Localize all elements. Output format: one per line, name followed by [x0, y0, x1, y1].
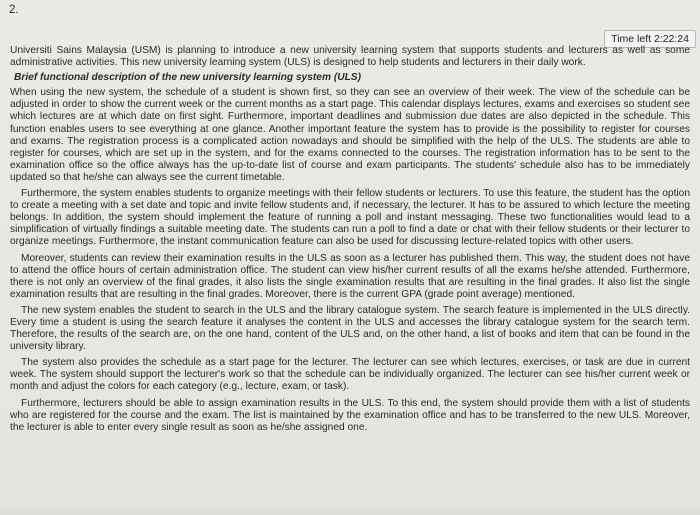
paragraph-meetings: Furthermore, the system enables students to organize meetings with their fellow students or lecturers. To use this feature, the student has the option to create a meeting with a set date and topic and invite fellow students and, if necessary, the lecturer. It has to be assured to which lecture the meeting belongs. In addition, the system should implement the feature of running a poll and instant messaging. These two functionalities would lead to a simplification of virtually findings a suitable meeting date. The students can run a poll to find a date or chat with their fellow students or their lecturer to organize meetings. Furthermore, the instant communication feature can also be used for discussing lecture-related topics with other users.	[10, 188, 690, 248]
time-left-indicator: Time left 2:22:24	[604, 30, 696, 48]
paragraph-exam-results: Moreover, students can review their examination results in the ULS as soon as a lecturer has published them. This way, the student does not have to attend the office hours of certain administration office. The student can view his/her current results of all the exams he/she attended. Furthermore, there is not only an overview of the final grades, it also lists the single examination results that are resulting in the final grades. It also list the single examination results that are resulting in the final grades. Moreover, there is the current GPA (grade point average) mentioned.	[10, 252, 690, 300]
intro-paragraph: Universiti Sains Malaysia (USM) is planning to introduce a new university learning system that supports students and lecturers as well as some administrative activities. This new university learning system (ULS) is designed to help students and lecturers in their daily work.	[10, 45, 690, 69]
section-heading: Brief functional description of the new university learning system (ULS)	[14, 72, 361, 84]
question-text	[10, 45, 690, 438]
paragraph-student-schedule: When using the new system, the schedule of a student is shown first, so they can see an overview of their week. The view of the schedule can be adjusted in order to show the current week or the current months as a start page. This calendar displays lectures, exams and exercises so student see which lectures are at which date on first sight. Furthermore, important deadlines and submission due dates are also depicted in the schedule. This function enables users to see everything at one glance. Another important feature the system has to provide is the possibility to register for courses and exams. The registration process is a complicated action nowadays and should be simplified with the help of the ULS. The students are able to register for courses, which are set up in the system, and for the exams connected to the courses. The registration information has to be sent to the examination office so the office always has the up-to-date list of course and exam participants. The students' schedule also has to be immediately updated so that he/she can always see the current timetable.	[10, 87, 690, 183]
paragraph-lecturer-schedule: The system also provides the schedule as a start page for the lecturer. The lecturer can see which lectures, exercises, or task are due in current week. The system should support the lecturer's work so that the schedule can be individually organized. The lecturer can see his/her current week or month and adjust the colors for each category (e.g., lecture, exam, or task).	[10, 357, 690, 393]
question-number: 2.	[9, 4, 19, 16]
paragraph-lecturer-results: Furthermore, lecturers should be able to assign examination results in the ULS. To this end, the system should provide them with a list of students who are registered for the course and the exam. The list is maintained by the examination office and has to be transferred to the new ULS. Moreover, the lecturer is able to enter every single result as soon as he/she assigned one.	[10, 397, 690, 433]
paragraph-search: The new system enables the student to search in the ULS and the library catalogue system. The search feature is implemented in the ULS directly. Every time a student is using the search feature it analyses the content in the ULS and accesses the library catalogue system for the search term. Therefore, the results of the search are, on the one hand, content of the ULS and, on the other hand, a list of books and item that can be found in the university library.	[10, 304, 690, 353]
bottom-edge-shadow	[0, 505, 700, 515]
